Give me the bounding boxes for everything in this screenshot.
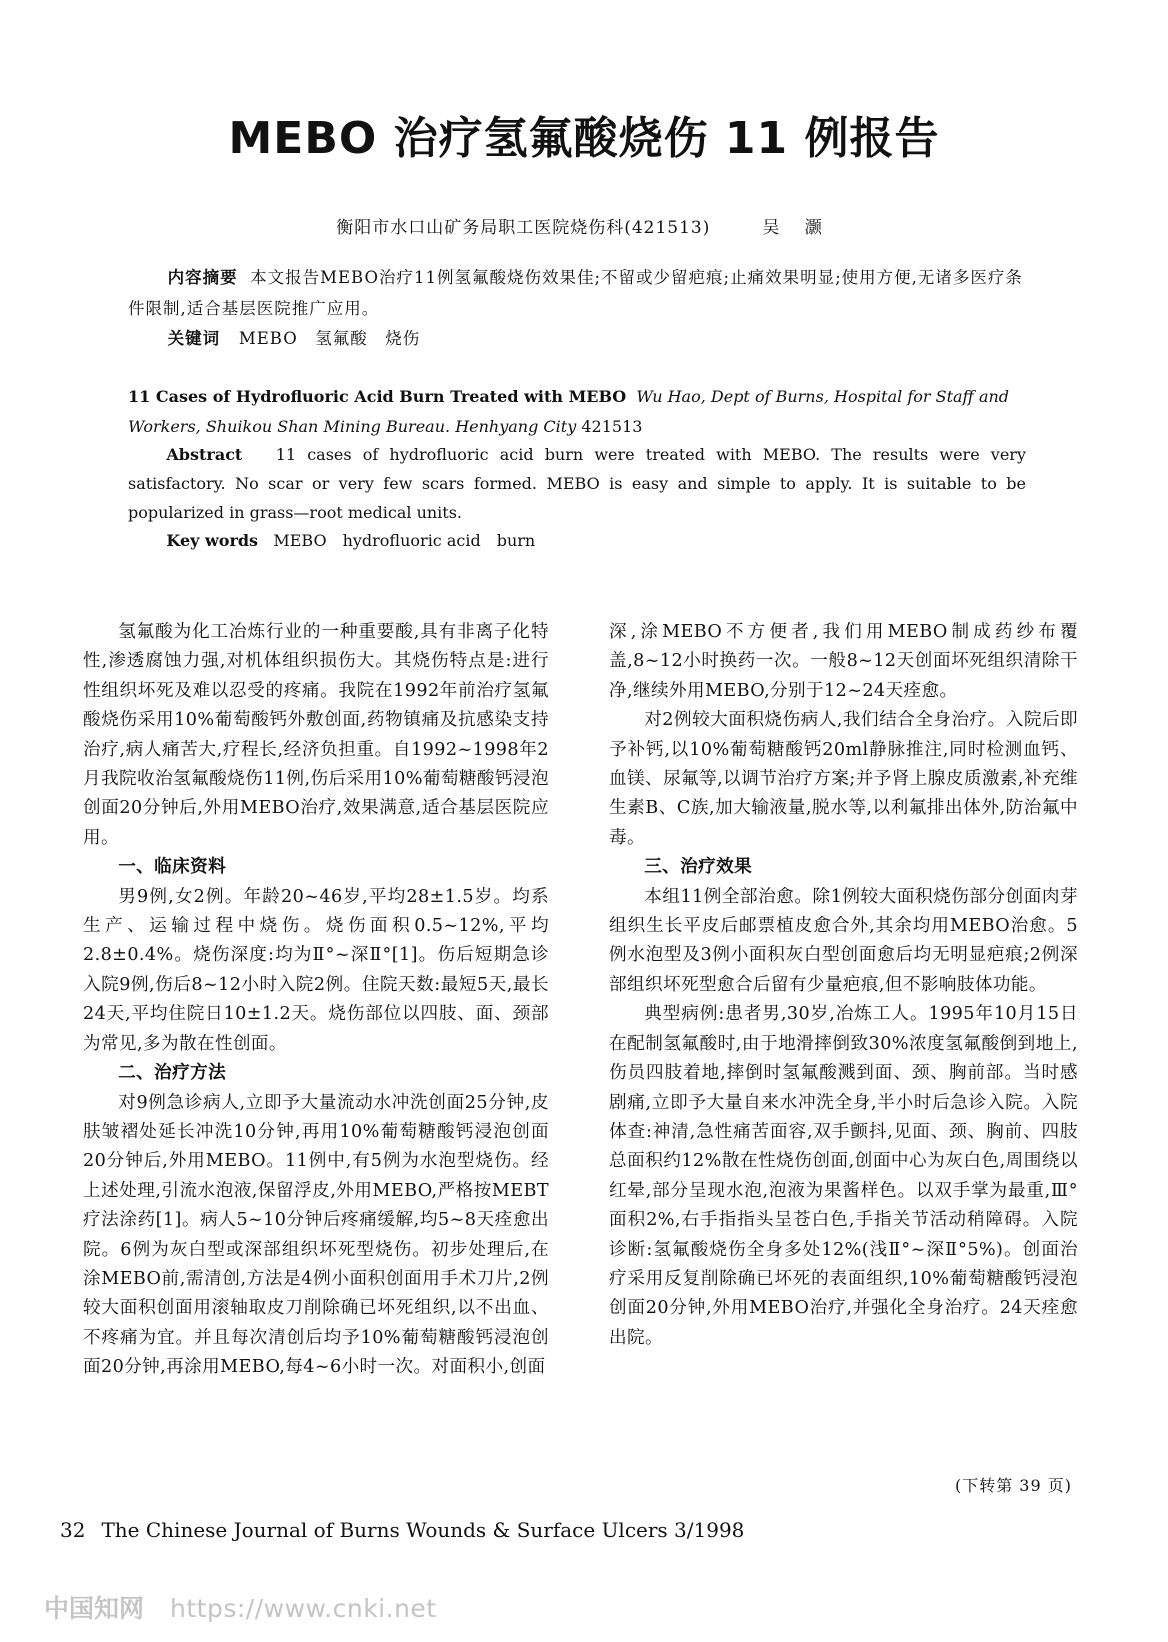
- en-title: 11 Cases of Hydrofluoric Acid Burn Treated with MEBO: [128, 387, 627, 406]
- en-keywords: [128, 526, 1026, 556]
- continued-note: (下转第 39 页): [954, 1476, 1072, 1495]
- watermark-brand: 中国知网: [44, 1594, 145, 1623]
- section-heading-treatment: 二、治疗方法: [118, 1063, 227, 1084]
- en-keywords-label: Key words: [166, 531, 259, 550]
- en-abstract-text: 11 cases of hydrofluoric acid burn were treated with MEBO. The results were very satisfactory. No scar or very few scars formed. MEBO is easy and simple to apply. It is suitable to be popularized in grass—root medical units.: [128, 445, 1026, 522]
- section-heading-results: 三、治疗效果: [644, 857, 753, 878]
- section-heading-clinical: 一、临床资料: [118, 857, 227, 878]
- page-footer: [60, 1518, 744, 1542]
- cn-keywords: [128, 323, 1026, 354]
- cn-keywords-text: MEBO 氢氟酸 烧伤: [238, 329, 421, 348]
- en-authors: Wu Hao, Dept of Burns, Hospital for Staff and Workers, Shuikou Shan Mining Bureau. Henhyang City: [128, 387, 1010, 436]
- en-abstract: [128, 440, 1026, 527]
- en-abstract-label: Abstract: [166, 445, 243, 464]
- paragraph-clinical: 男9例,女2例。年龄20~46岁,平均28±1.5岁。均系生产、运输过程中烧伤。烧伤面积0.5~12%,平均2.8±0.4%。烧伤深度:均为Ⅱ°~深Ⅱ°[1]。伤后短期急诊入院9例,伤后8~12小时入院2例。住院天数:最短5天,最长24天,平均住院日10±1.2天。烧伤部位以四肢、面、颈部为常见,多为散在性创面。: [83, 886, 549, 1054]
- watermark-url: https://www.cnki.net: [170, 1594, 437, 1623]
- paragraph-case: 典型病例:患者男,30岁,冶炼工人。1995年10月15日在配制氢氟酸时,由于地滑摔倒致30%浓度氢氟酸倒到地上,伤员四肢着地,摔倒时氢氟酸溅到面、颈、胸前部。当时感剧痛,立即予大量自来水冲洗全身,半小时后急诊入院。入院体查:神清,急性痛苦面容,双手颤抖,见面、颈、胸前、四肢总面积约12%散在性烧伤创面,创面中心为灰白色,周围绕以红晕,部分呈现水泡,泡液为果酱样色。以双手掌为最重,Ⅲ°面积2%,右手指指头呈苍白色,手指关节活动稍障碍。入院诊断:氢氟酸烧伤全身多处12%(浅Ⅱ°~深Ⅱ°5%)。创面治疗采用反复削除确已坏死的表面组织,10%葡萄糖酸钙浸泡创面20分钟,外用MEBO治疗,并强化全身治疗。24天痊愈出院。: [609, 1004, 1078, 1348]
- paragraph-systemic: 对2例较大面积烧伤病人,我们结合全身治疗。入院后即予补钙,以10%葡萄糖酸钙20ml静脉推注,同时检测血钙、血镁、尿氟等,以调节治疗方案;并予肾上腺皮质激素,补充维生素B、C族,加大输液量,脱水等,以利氟排出体外,防治氟中毒。: [609, 710, 1078, 848]
- en-postcode: 421513: [581, 417, 643, 436]
- page-number: 32: [60, 1518, 86, 1542]
- paragraph-treatment: 对9例急诊病人,立即予大量流动水冲洗创面25分钟,皮肤皱褶处延长冲洗10分钟,再用10%葡萄糖酸钙浸泡创面20分钟后,外用MEBO。11例中,有5例为水泡型烧伤。经上述处理,引流水泡液,保留浮皮,外用MEBO,严格按MEBT疗法涂药[1]。病人5~10分钟后疼痛缓解,均5~8天痊愈出院。6例为灰白型或深部组织坏死型烧伤。初步处理后,在涂MEBO前,需清创,方法是4例小面积创面用手术刀片,2例较大面积创面用滚轴取皮刀削除确已坏死组织,以不出血、不疼痛为宜。并且每次清创后均予10%葡萄糖酸钙浸泡创面20分钟,再涂用MEBO,每4~6小时一次。对面积小,创面: [83, 1092, 549, 1378]
- cn-keywords-label: 关键词: [167, 329, 221, 348]
- watermark: [44, 1589, 437, 1625]
- affiliation-line: [0, 213, 1168, 238]
- cn-abstract-label: 内容摘要: [167, 268, 238, 287]
- en-title-block: [128, 382, 1026, 442]
- paragraph-results: 本组11例全部治愈。除1例较大面积烧伤部分创面肉芽组织生长平皮后邮票植皮愈合外,其余均用MEBO治愈。5例水泡型及3例小面积灰白型创面愈后均无明显疤痕;2例深部组织坏死型愈合后留有少量疤痕,但不影响肢体功能。: [609, 886, 1078, 995]
- body-left-column: [83, 618, 549, 1383]
- affiliation: 衡阳市水口山矿务局职工医院烧伤科(421513): [336, 218, 711, 238]
- en-keywords-text: MEBO hydrofluoric acid burn: [273, 531, 536, 550]
- paragraph-intro: 氢氟酸为化工冶炼行业的一种重要酸,具有非离子化特性,渗透腐蚀力强,对机体组织损伤大。其烧伤特点是:进行性组织坏死及难以忍受的疼痛。我院在1992年前治疗氢氟酸烧伤采用10%葡萄酸钙外敷创面,药物镇痛及抗感染支持治疗,病人痛苦大,疗程长,经济负担重。自1992~1998年2月我院收治氢氟酸烧伤11例,伤后采用10%葡萄糖酸钙浸泡创面20分钟后,外用MEBO治疗,效果满意,适合基层医院应用。: [83, 622, 549, 848]
- author: 吴 灏: [762, 218, 832, 238]
- paper-title: MEBO 治疗氢氟酸烧伤 11 例报告: [228, 113, 940, 164]
- cn-abstract: [128, 262, 1026, 324]
- paragraph-treatment-cont: 深,涂MEBO不方便者,我们用MEBO制成药纱布覆盖,8~12小时换药一次。一般8~12天创面坏死组织清除干净,继续外用MEBO,分别于12~24天痊愈。: [609, 622, 1078, 701]
- journal-name: The Chinese Journal of Burns Wounds & Surface Ulcers 3/1998: [101, 1518, 745, 1542]
- cn-abstract-text: 本文报告MEBO治疗11例氢氟酸烧伤效果佳;不留或少留疤痕;止痛效果明显;使用方便,无诸多医疗条件限制,适合基层医院推广应用。: [128, 268, 1023, 318]
- body-right-column: [609, 618, 1078, 1353]
